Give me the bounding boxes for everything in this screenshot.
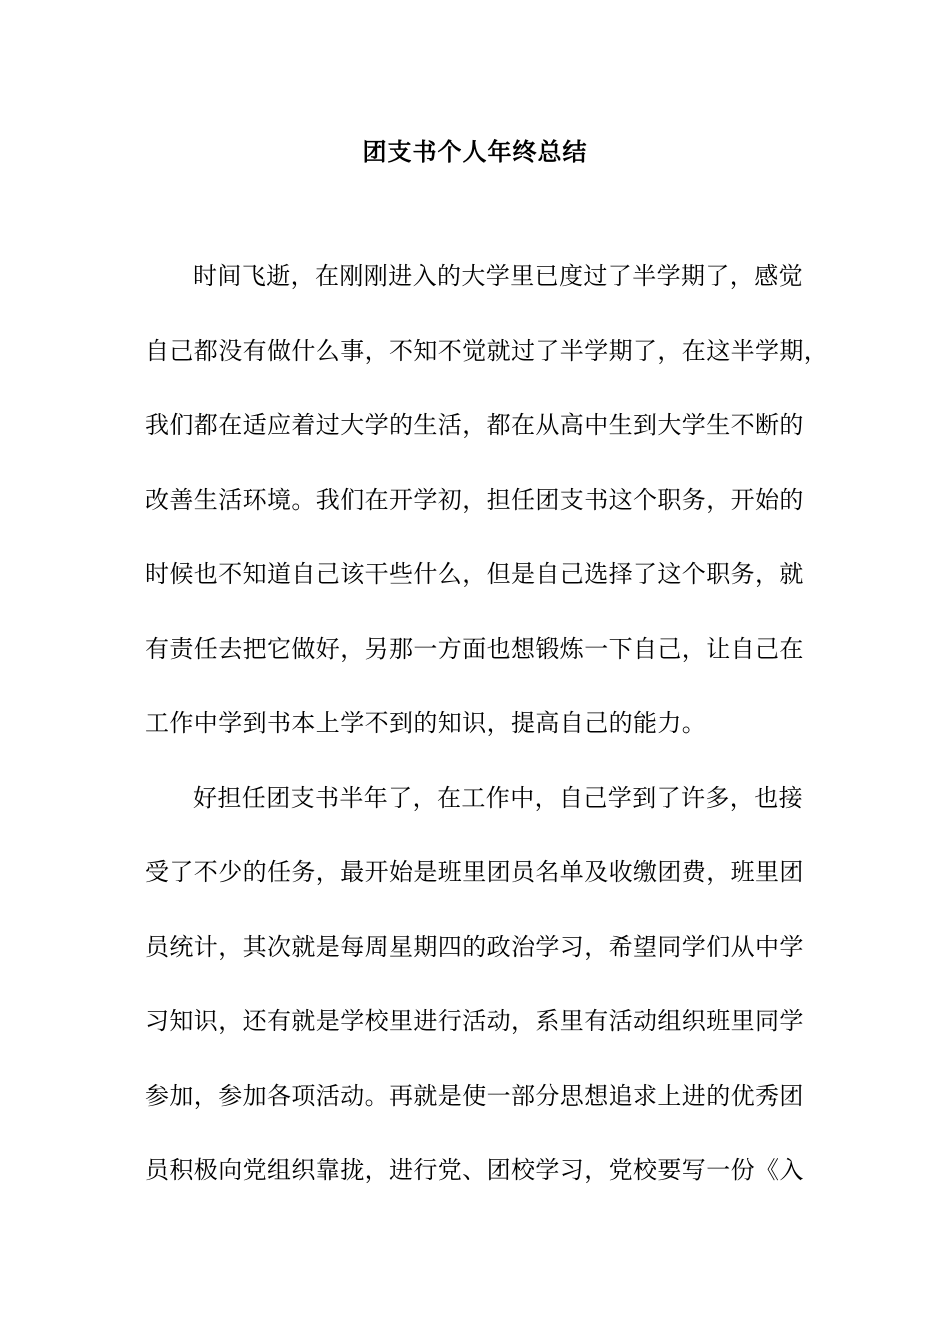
- paragraph-1-line-6: 有责任去把它做好，另那一方面也想锻炼一下自己，让自己在: [145, 635, 804, 663]
- paragraph-2-line-5: 参加，参加各项活动。再就是使一部分思想追求上进的优秀团: [145, 1082, 804, 1110]
- paragraph-1-line-3: 我们都在适应着过大学的生活，都在从高中生到大学生不断的: [145, 411, 804, 439]
- paragraph-1-line-4: 改善生活环境。我们在开学初，担任团支书这个职务，开始的: [145, 486, 804, 514]
- paragraph-2-line-3: 员统计，其次就是每周星期四的政治学习，希望同学们从中学: [145, 933, 804, 961]
- paragraph-2-line-6: 员积极向党组织靠拢，进行党、团校学习，党校要写一份《入: [145, 1156, 804, 1184]
- paragraph-1-line-7: 工作中学到书本上学不到的知识，提高自己的能力。: [145, 709, 707, 737]
- paragraph-1-line-1: 时间飞逝，在刚刚进入的大学里已度过了半学期了，感觉: [193, 262, 803, 290]
- paragraph-2-line-2: 受了不少的任务，最开始是班里团员名单及收缴团费，班里团: [145, 858, 804, 886]
- paragraph-1-line-2: 自己都没有做什么事，不知不觉就过了半学期了，在这半学期，: [145, 337, 829, 365]
- paragraph-2-line-1: 好担任团支书半年了，在工作中，自己学到了许多，也接: [193, 784, 803, 812]
- paragraph-2-line-4: 习知识，还有就是学校里进行活动，系里有活动组织班里同学: [145, 1007, 804, 1035]
- document-title: 团支书个人年终总结: [362, 137, 588, 166]
- paragraph-1-line-5: 时候也不知道自己该干些什么，但是自己选择了这个职务，就: [145, 560, 804, 588]
